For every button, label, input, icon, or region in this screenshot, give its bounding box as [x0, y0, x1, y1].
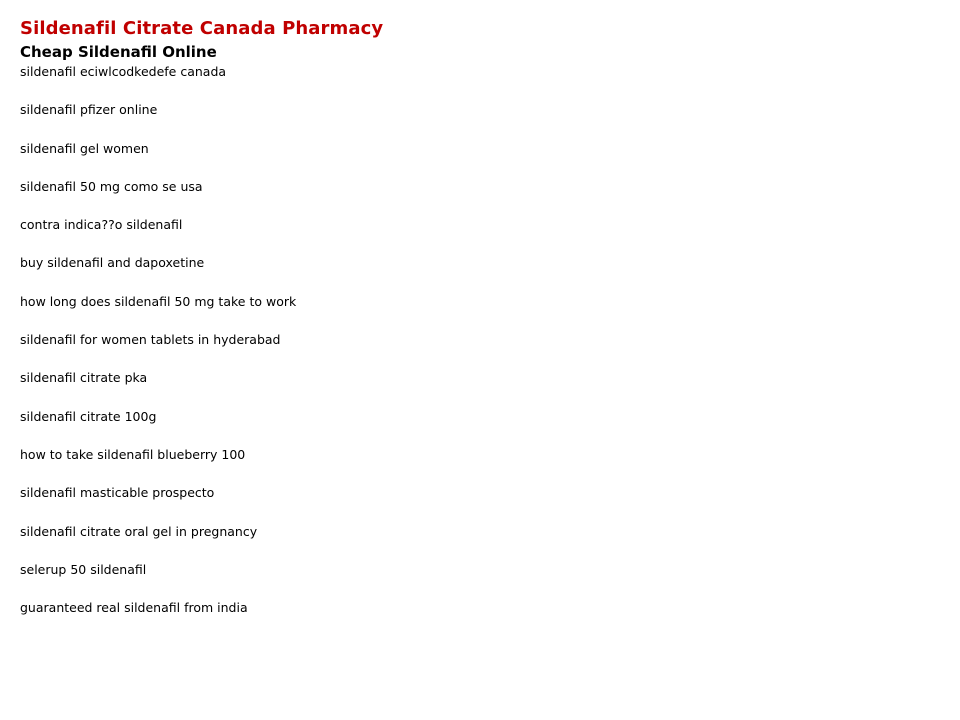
list-item[interactable]: sildenafil masticable prospecto — [20, 485, 215, 501]
list-item[interactable]: how to take sildenafil blueberry 100 — [20, 446, 246, 462]
list-item[interactable]: sildenafil 50 mg como se usa — [20, 178, 203, 194]
list-item[interactable]: sildenafil pfizer online — [20, 102, 158, 118]
page-subtitle: Cheap Sildenafil Online — [20, 43, 217, 61]
list-item[interactable]: guaranteed real sildenafil from india — [20, 600, 248, 616]
list-item[interactable]: sildenafil citrate 100g — [20, 408, 157, 424]
list-item[interactable]: sildenafil gel women — [20, 140, 149, 156]
page-title: Sildenafil Citrate Canada Pharmacy — [20, 18, 384, 39]
list-item[interactable]: how long does sildenafil 50 mg take to work — [20, 293, 297, 309]
list-item[interactable]: sildenafil for women tablets in hyderabad — [20, 332, 281, 348]
list-item[interactable]: buy sildenafil and dapoxetine — [20, 255, 205, 271]
list-item[interactable]: sildenafil citrate oral gel in pregnancy — [20, 523, 258, 539]
link-list — [20, 62, 940, 618]
list-item[interactable]: sildenafil citrate pka — [20, 370, 148, 386]
list-item[interactable]: selerup 50 sildenafil — [20, 561, 147, 577]
list-item[interactable]: contra indica??o sildenafil — [20, 217, 183, 233]
list-item[interactable]: sildenafil eciwlcodkedefe canada — [20, 64, 227, 79]
